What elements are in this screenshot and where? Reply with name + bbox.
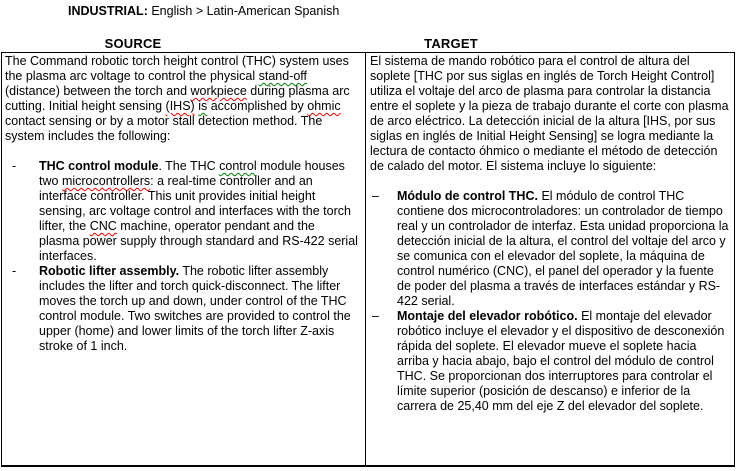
bullet-term: Robotic lifter assembly. <box>39 264 180 278</box>
spellcheck-word-workpiece: workpiece <box>190 84 247 98</box>
grammar-word-standoff: stand-off <box>258 69 308 83</box>
source-intro-paragraph: The Command robotic torch height control (THC) system uses the plasma arc voltage to control the physical stand-off (distance) between the torch and workpiece during plasma arc cutting. Initial height sensing (IHS) is accomplished by ohmic contact sensing or by a motor stall detection method. The system includes the following: <box>5 54 350 143</box>
source-bullet-robotic-lifter-assembly <box>5 264 358 354</box>
bullet-marker: - <box>12 264 17 278</box>
target-intro-text: El sistema de mando robótico para el control de altura del soplete [THC por sus siglas en inglés de Torch Height Control] utiliza el voltaje del arco de plasma para controlar la distancia entre el soplete y la pieza de trabajo durante el corte con plasma de arco eléctrico. La detección inicial de la altura [IHS, por sus siglas en inglés de Initial Height Sensing] se logra mediante la lectura de contacto óhmico o mediante el método de detección de calado del motor. El sistema incluye lo siguiente: <box>370 54 729 173</box>
target-bullet-2-text: Montaje del elevador robótico. El montaje del elevador robótico incluye el elevador y el dispositivo de desconexión rápida del soplete. El elevador mueve el soplete hacia arriba y hacia abajo, bajo el control del módulo de control THC. Se proporcionan dos interruptores para controlar el límite superior (posición de descanso) e inferior de la carrera de 25,40 mm del eje Z del elevador del soplete. <box>397 309 725 413</box>
spellcheck-word-ihs: (IHS) <box>165 99 195 113</box>
spellcheck-word-cnc: CNC <box>89 219 117 233</box>
spellcheck-word-microcontrollers: microcontrollers <box>61 174 151 188</box>
source-column-header: SOURCE <box>104 36 162 51</box>
target-column-header: TARGET <box>424 36 478 51</box>
translation-table <box>1 52 735 467</box>
target-cell <box>366 53 734 465</box>
target-bullet-montaje-del-elevador-robotico <box>370 309 731 414</box>
title-language-pair: English > Latin-American Spanish <box>151 4 340 18</box>
bullet-term: Montaje del elevador robótico. <box>397 309 578 323</box>
source-bullet-thc-control-module <box>5 159 358 264</box>
bullet-term: THC control module <box>39 159 159 173</box>
source-bullet-2-text: Robotic lifter assembly. The robotic lifter assembly includes the lifter and torch quick-disconnect. The lifter moves the torch up and down, under control of the THC control module. Two switches are provided to control the upper (home) and lower limits of the torch lifter Z-axis stroke of 1 inch. <box>39 264 351 353</box>
grammar-word-is: is <box>198 99 208 113</box>
page-title <box>68 4 339 19</box>
source-bullet-1-text: THC control module. The THC control module houses two microcontrollers: a real-time controller and an interface controller. This unit provides initial height sensing, arc voltage control and interfaces with the torch lifter, the CNC machine, operator pendant and the plasma power supply through standard and RS-422 serial interfaces. <box>39 159 358 263</box>
bullet-marker: – <box>372 309 379 323</box>
title-category-label: INDUSTRIAL: <box>68 4 148 18</box>
source-intro-text: The Command robotic torch height control (THC) system uses the plasma arc voltage to control the physical <box>5 54 349 83</box>
bullet-term: Módulo de control THC. <box>397 189 538 203</box>
target-bullet-1-text: Módulo de control THC. El módulo de control THC contiene dos microcontroladores: un controlador de tiempo real y un controlador de interfaz. Esta unidad proporciona la detección inicial de la altura, el control del voltaje del arco y se comunica con el elevador del soplete, la máquina de control numérico (CNC), el panel del operador y la fuente de poder del plasma a través de interfaces estándar y RS-422 serial. <box>397 189 729 308</box>
source-cell <box>2 53 366 465</box>
grammar-word-control: control <box>219 159 257 173</box>
bullet-marker: - <box>12 159 17 173</box>
bullet-marker: – <box>372 189 379 203</box>
spellcheck-word-ohmic: ohmic <box>307 99 341 113</box>
target-bullet-modulo-de-control-thc <box>370 189 731 309</box>
target-intro-paragraph <box>370 54 731 174</box>
